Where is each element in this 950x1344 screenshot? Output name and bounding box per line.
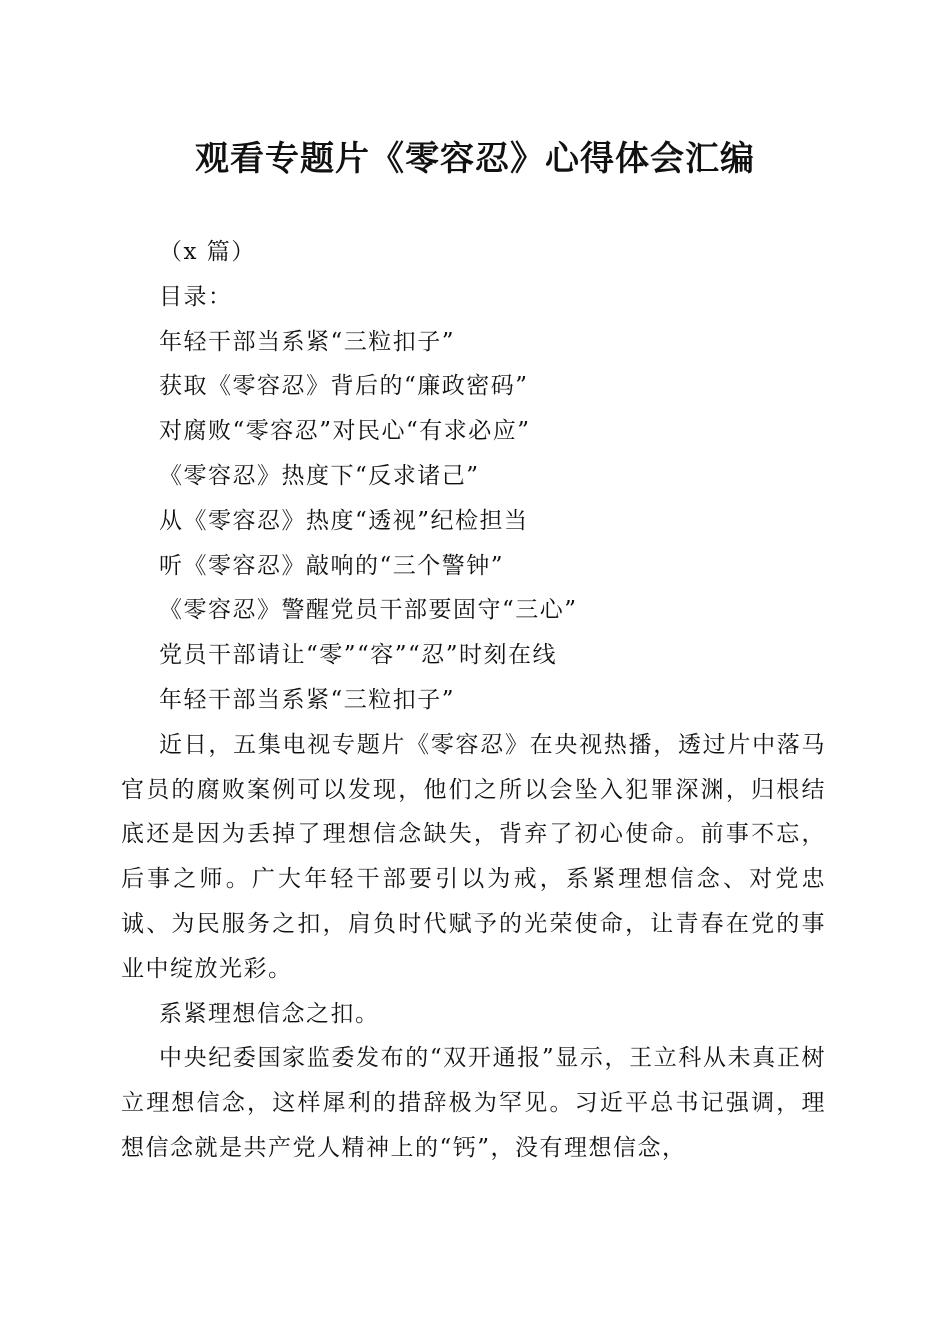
toc-item: 听《零容忍》敲响的“三个警钟” — [159, 552, 505, 579]
body-paragraph: 中央纪委国家监委发布的“双开通报”显示，王立科从未真正树立理想信念，这样犀利的措辞极为罕见。习近平总书记强调，理想信念就是共产党人精神上的“钙”，没有理想信念， — [121, 1045, 826, 1161]
body-paragraph: 近日，五集电视专题片《零容忍》在央视热播，透过片中落马官员的腐败案例可以发现，他们之所以会坠入犯罪深渊，归根结底还是因为丢掉了理想信念缺失，背弃了初心使命。前事不忘，后事之师。广大年轻干部要引以为戒，系紧理想信念、对党忠诚、为民服务之扣，肩负时代赋予的光荣使命，让青春在党的事业中绽放光彩。 — [121, 731, 826, 982]
document-body — [121, 230, 826, 1171]
toc-item: 获取《零容忍》背后的“廉政密码” — [159, 373, 529, 400]
subheading: 系紧理想信念之扣。 — [159, 1000, 380, 1027]
document-title: 观看专题片《零容忍》心得体会汇编 — [195, 139, 755, 179]
toc-item: 年轻干部当系紧“三粒扣子” — [159, 328, 456, 355]
toc-item: 党员干部请让“零”“容”“忍”时刻在线 — [159, 642, 558, 669]
toc-item: 《零容忍》警醒党员干部要固守“三心” — [159, 597, 578, 624]
section-heading: 年轻干部当系紧“三粒扣子” — [159, 686, 456, 713]
toc-label: 目录： — [159, 283, 233, 310]
count-note: （x 篇） — [159, 239, 256, 265]
toc-item: 《零容忍》热度下“反求诸己” — [159, 462, 480, 489]
toc-item: 对腐败“零容忍”对民心“有求必应” — [159, 418, 531, 445]
toc-item: 从《零容忍》热度“透视”纪检担当 — [159, 507, 529, 534]
